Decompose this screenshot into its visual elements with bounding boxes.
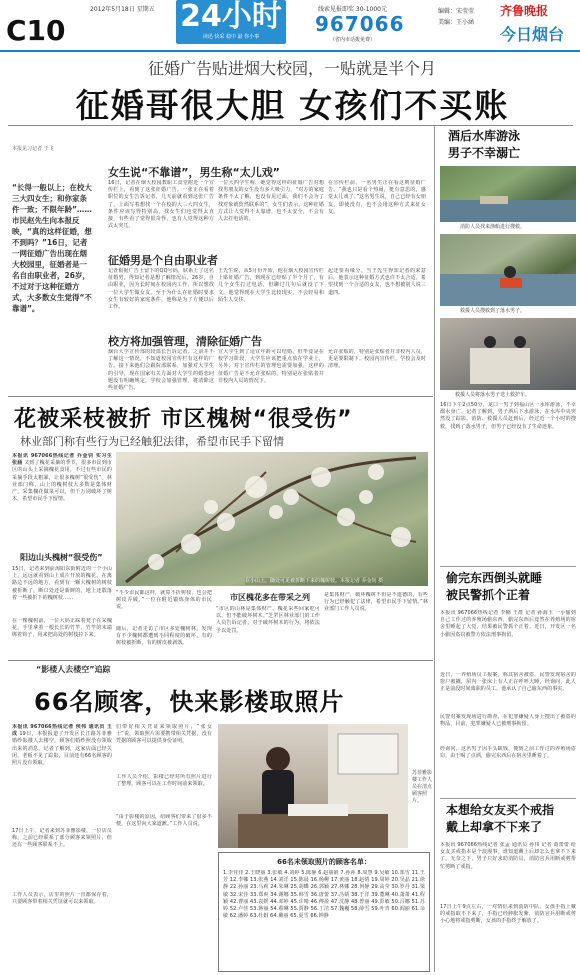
right-story2-paragraph: 经询问，这名男子因手头缺钱，便到之前工作过的养殖场盗窃，由于喝了点酒，偷完东西后在宿舍里睡着了。 — [440, 746, 576, 760]
right-headline-2: 偷完东西倒头就睡 被民警抓个正着 — [446, 571, 543, 602]
story3-paragraph: 19日，本报报道了开发区长江路苏菲雅婚纱影楼人去楼空，顾客们婚纱照没有领取出来的消息，记者了解到，这家店面已经关闭，老板不见了踪影，目前还有66名顾客的照片没有领取。 — [12, 731, 112, 767]
divider — [8, 396, 433, 397]
story1-section-title-2: 征婚男是个自由职业者 — [108, 254, 218, 267]
column-name: 今日烟台 — [500, 25, 565, 44]
story1-paragraph: 烟台大学宣传部的段部长告诉记者，之前并不了解这一情况，不知道校园宣传栏有这样的广告。接下来他们会跟院部联系，加强对大学生的引导，现在国家有关方面对大学生的婚恋问题没有明确规定，学校会加强管理，将清除这些征婚广告。 — [108, 349, 214, 392]
reservoir-photo-3 — [440, 318, 576, 390]
story1-paragraph: 王先生说，从5月份开始，他在烟大校园宣传栏上贴征婚广告，到现在已经贴了半个月了，有几个女生打过电话，但聊过几句后就没了下文。他觉得现在大学生比较现实，不会轻易和陌生人交往。 — [218, 268, 324, 303]
story1-paragraph: 允许张贴的，特别是张贴者并非校内人员，更是要限制下。校园内宣传栏，学校会及时清理。 — [328, 349, 426, 370]
story2-paragraph: “不少市民都这样，就算不折树枝，也会把树皮弄破。”一位在附近锻炼身体的市民说。 — [116, 590, 212, 611]
reservoir-photo-1-art — [440, 166, 576, 222]
story2-lead — [12, 453, 112, 549]
story3-photo-caption: 苏菲雅影楼工作人员在清点顾客照片。 — [412, 770, 433, 804]
reservoir-caption-1: 消防人员找来渔船进行搜救。 — [460, 224, 526, 230]
divider — [440, 798, 576, 799]
header-rule — [0, 50, 580, 52]
reservoir-photo-3-art — [440, 318, 576, 390]
reservoir-caption-2: 救援人员搜救到了落水男子。 — [460, 308, 526, 314]
designer-credit: 美编：王小涵 — [438, 19, 475, 26]
editor-credit: 编辑：宋莹莹 — [438, 8, 475, 15]
right-story1-paragraph: 16日下午2点50分，龙口一男子到福山区一水库游泳，不幸溺水身亡。记者了解到，男子酒后下水游泳，在水库中央突然没了踪影。消防、救援人员赶到后，经过近一个小时的搜救，找到了落水男子，但男子已经没有了生命迹象。 — [440, 402, 576, 430]
story2-paragraph: 随后，记者走访了市区多处槐树林，发现有不少槐树都遭到不同程度的破坏，有的树枝被折断，有的树皮被剥落。 — [116, 626, 212, 647]
hotline-number: 967066 — [315, 12, 405, 36]
story3-paragraph: 工作人员介绍，影楼已经对所有照片进行了整理，顾客可以在工作时间前来领取。 — [116, 774, 212, 788]
divider — [8, 125, 573, 126]
story1-paragraph: 16日，记者在烟大校园教职工食堂附近一个宣传栏上，看到了这张征婚广告。一张正在看着职位的女生告诉记者，几天前就看到这张广告了，上面写着想找一个在校的大三大四女生，条件应该写得特别高，找女生们也觉得太直接，有些看了觉得很奇怪，也有人觉得这种方式太突兀。 — [108, 180, 214, 230]
story1-pull-quote: “长得一般以上；在校大三大四女生；和你家条件一致；不限年龄”……市民赵先生向本报反映，“真的这样征婚，想不到吗？”16日，记者一网征婚广告出现在烟大校园里，征婚者是一名自由职业者，26岁，不过对于这种征婚方式，大多数女生觉得“不靠谱”。 — [12, 183, 92, 313]
story2-paragraph: 是集体财产，破坏槐树不但是不道德的，有些行为已经触犯了法律，希望市民手下留情。”林业部门工作人员说。 — [324, 592, 428, 613]
story1-paragraph: 宣大学生到了适宜年龄可以结婚，但毕竟是在校学习阶段，大学生应该把重点放在学业上，另外，对于宣传栏的管理也需要加强，这样的征婚广告是不允许张贴的，特别是在张贴者并非校内人员的情况下。 — [218, 349, 324, 384]
hotline-sub: （省内市话拨免费） — [330, 37, 376, 43]
right-story3-paragraph: 17日上午9点左右，一对情侣来到消防中队，女孩手指上戴的戒指取不下来了，手指已经肿胀发紫，消防官兵用断戒剪小心地将戒指剪断，女孩的手指终于解放了。 — [440, 904, 576, 925]
story2-paragraph: 又到了槐花采摘的季节，很多市民到市区的山头上采摘槐花食用，不过有些市民的采摘手段太粗暴，让很多槐树“很受伤”。林业部门称，山上的槐树枝大多数是集体财产，采集槐花做菜可以，但千万别破坏了树木，希望市民手下留情。 — [12, 460, 112, 503]
story1-byline: 本报见习记者 于飞 — [12, 146, 54, 152]
story3-paragraph: 们带好相关凭证来领取照片，“张女士”说，领取照片需要携带相关凭据，没有凭据的顾客可以提供身份证明。 — [116, 724, 212, 745]
blossom-photo — [116, 452, 428, 586]
section-logo-sub: 读迅 快采 稳中 最 你小事 — [202, 34, 260, 40]
paper-name: 齐鲁晚报 — [500, 4, 549, 18]
story3-lead — [12, 724, 112, 824]
hotline-label: 线索见报即奖 30-1000元 — [318, 6, 387, 13]
story1-paragraph: 一位大四学生称，她觉得这样的征婚广告对想找男朋友的女生没有多大吸引力，“对方的家庭条件不太了解，也没有见过面，我们不会为了找对象就贸然联系的”。女生们表示，这种征婚方式让人觉得不太靠谱，也不太安全，不会有人去打电话的。 — [218, 180, 324, 223]
story1-paragraph: 起还要看缘分。当王先生得知记者的来意后，他表示这种征婚方式也许不太合适，希望找到一个合适的女友，也不想被别人说三道四。 — [328, 268, 426, 296]
reservoir-photo-1 — [440, 166, 576, 222]
story1-section-title-3: 校方将加强管理，清除征婚广告 — [108, 335, 262, 348]
reservoir-photo-2 — [440, 234, 576, 306]
story1-paragraph: 在宣传栏前，一名男生正在看这则征婚广告。“我也只是看个热闹，挺有意思的，感觉太儿戏了。”这名男生说，自己已经有女朋友，即使没有，也不会用这种方式来征女友。 — [328, 180, 426, 215]
story2-byline: 本报讯 967066热线记者 乔金钊 实习生 张涵 — [12, 453, 112, 467]
reservoir-photo-2-art — [440, 234, 576, 306]
customer-list-box — [218, 852, 430, 972]
story1-section-title-1: 女生说“不靠谱”，男生称“太儿戏” — [108, 166, 280, 179]
column-rule — [434, 126, 435, 972]
studio-photo — [218, 724, 408, 848]
story2-headline: 花被采枝被折 市区槐树“很受伤” — [14, 407, 353, 432]
story2-section-title-2: 市区槐花多在带采之列 — [230, 593, 310, 602]
story1-subhead: 征婚广告贴进烟大校园，一贴就是半个月 — [147, 59, 436, 78]
right-story2-paragraph: 民警对案发现场进行勘查，在犯罪嫌疑人身上搜出了被盗的物品，目前，犯罪嫌疑人已被刑事拘留。 — [440, 714, 576, 728]
story3-byline: 本报讯 967066热线记者 侯伟 通讯员 王成 — [12, 724, 112, 738]
reservoir-caption-3: 救援人员将落水男子送上救护车。 — [455, 392, 531, 398]
customer-list-title: 66名未领取照片的顾客名单： — [277, 858, 371, 866]
story2-paragraph: 15日，记者来到前海阳东街附近的一个小山上，远远就看到山上成片开放的槐花。在离路边不远的地方，看到有一颗大槐树的树枝被折断了，断口处还是新鲜的，地上还散落着一些被折下的槐树枝…… — [12, 566, 112, 601]
story2-paragraph: “市区的山林是集体财产，槐花采些回家吃可以，但不能破坏树木。”芝罘区林业部门的工作人员告诉记者，对于破坏树木的行为，将依法予以处罚。 — [216, 606, 320, 634]
page-number: C10 — [6, 14, 66, 47]
right-headline-3: 本想给女友买个戒指 戴上却拿不下来了 — [446, 803, 555, 834]
story2-photo-caption: 在小山上，随处可见被折断下来的槐树枝。本报记者 乔金钊 摄 — [245, 578, 384, 584]
right-headline-1: 酒后水库游泳 男子不幸溺亡 — [448, 129, 521, 160]
story2-subhead: 林业部门称有些行为已经触犯法律，希望市民手下留情 — [20, 435, 284, 448]
story3-paragraph: 工作人员表示，店里的照片一直都保存着，只要顾客带着相关凭证就可以来领取。 — [12, 892, 112, 906]
story2-section-title-1: 阳边山头槐树“很受伤” — [20, 553, 103, 562]
right-story2-paragraph: 近日，一养殖场员工报案，称其宿舍被盗，民警发现宿舍的窗户被撬，屋内一张床上有人正在呼呼大睡，经询问，此人正是前段时间离职的员工，他承认了自己偷东西的事实。 — [440, 672, 576, 693]
story1-paragraph: 记者根据广告上留下的QQ号码，联系上了这名征婚男。得知记者是想了解情况后，26岁，自由职业，因为长时间在校园内工作，所以想找一位大学生做女友。至于为什么在征婚时要求女生有较好的家庭条件，他称是为了方便以后工作。 — [108, 268, 214, 311]
editor-credits — [438, 6, 474, 28]
section-logo: 24小时 — [176, 0, 286, 44]
right-story2-paragraph: 本报讯 967066热线记者 李楠 王群 记者 孙海玉 一小偷到自己工作过的养殖场偷东西，偷完东西后竟然在养殖场的宿舍里睡起了大觉，结果被民警抓个正着。近日，开发区一名小偷因盗窃被警方依法刑事拘留。 — [440, 610, 576, 638]
story3-tag: “影楼人去楼空”追踪 — [36, 665, 111, 674]
divider — [8, 660, 433, 661]
right-story3-paragraph: 本报讯 967066热线记者 张孟 通讯员 孙伟 记者 葛蕾蕾 给女友买戒指本是个浪漫事，谁知道戴上后却怎么也拿不下来了。无奈之下，男子只好求助消防员，消防官兵用断戒剪帮忙剪断了戒指。 — [440, 842, 576, 870]
studio-scene — [218, 724, 408, 848]
story3-paragraph: “由于影楼的原因，给顾客们带来了很多不便，在这里向大家道歉。”工作人员说。 — [116, 814, 212, 828]
story3-paragraph: 17日上午，记者来到苏菲雅影楼，一位店员称，之前已经联系了部分顾客来领照片，但还有一些顾客联系不上。 — [12, 828, 112, 849]
story1-headline: 征婚哥很大胆 女孩们不买账 — [75, 86, 510, 125]
issue-date: 2012年5月18日 星期五 — [90, 6, 155, 13]
story3-headline: 66名顾客，快来影楼取照片 — [34, 688, 345, 716]
divider — [440, 566, 576, 567]
customer-list: 1.李佳佳 2.王晓丽 3.张敏 4.刘婷 5.陈静 6.赵丽娟 7.孙萍 8.周慧 9.吴敏 10.郑雪 11.王芳 12.李娜 13.张燕 14.刘洋 15.陈晨 16.杨柳 17.黄丽 18.赵倩 19.周婷 20.吴晶 21.徐静 22.孙丽 23.马莉 24.朱琳 25.胡蝶 26.郭颖 27.林娜 28.何静 29.高莹 30.罗丹 31.梁敏 32.宋佳 33.郑爽 34.谢娜 35.韩雪 36.唐蕾 37.冯婧 38.于洋 39.董琳 40.萧萧 41.程颖 42.曹丽 43.袁媛 44.邓婷 45.许晴 46.傅盈 47.沈静 48.曾丽 49.彭敏 50.吕娜 51.苏婷 52.卢佳 53.蒋丽 54.蔡琳 55.贾静 56.丁洁 57.魏巍 58.薛雪 59.叶青 60.阎丽 61.余敏 62.潘婷 63.杜娟 64.戴丽 65.夏雪 66.钟静 — [223, 870, 425, 920]
story2-paragraph: 在一棵槐树前，一位大妈正踩着凳子在采槐花，手里拿着一根长长的竹竿，竹竿的末端绑着钩子，用来把高处的树枝拉下来。 — [12, 618, 112, 639]
blossom-branches — [116, 452, 428, 586]
